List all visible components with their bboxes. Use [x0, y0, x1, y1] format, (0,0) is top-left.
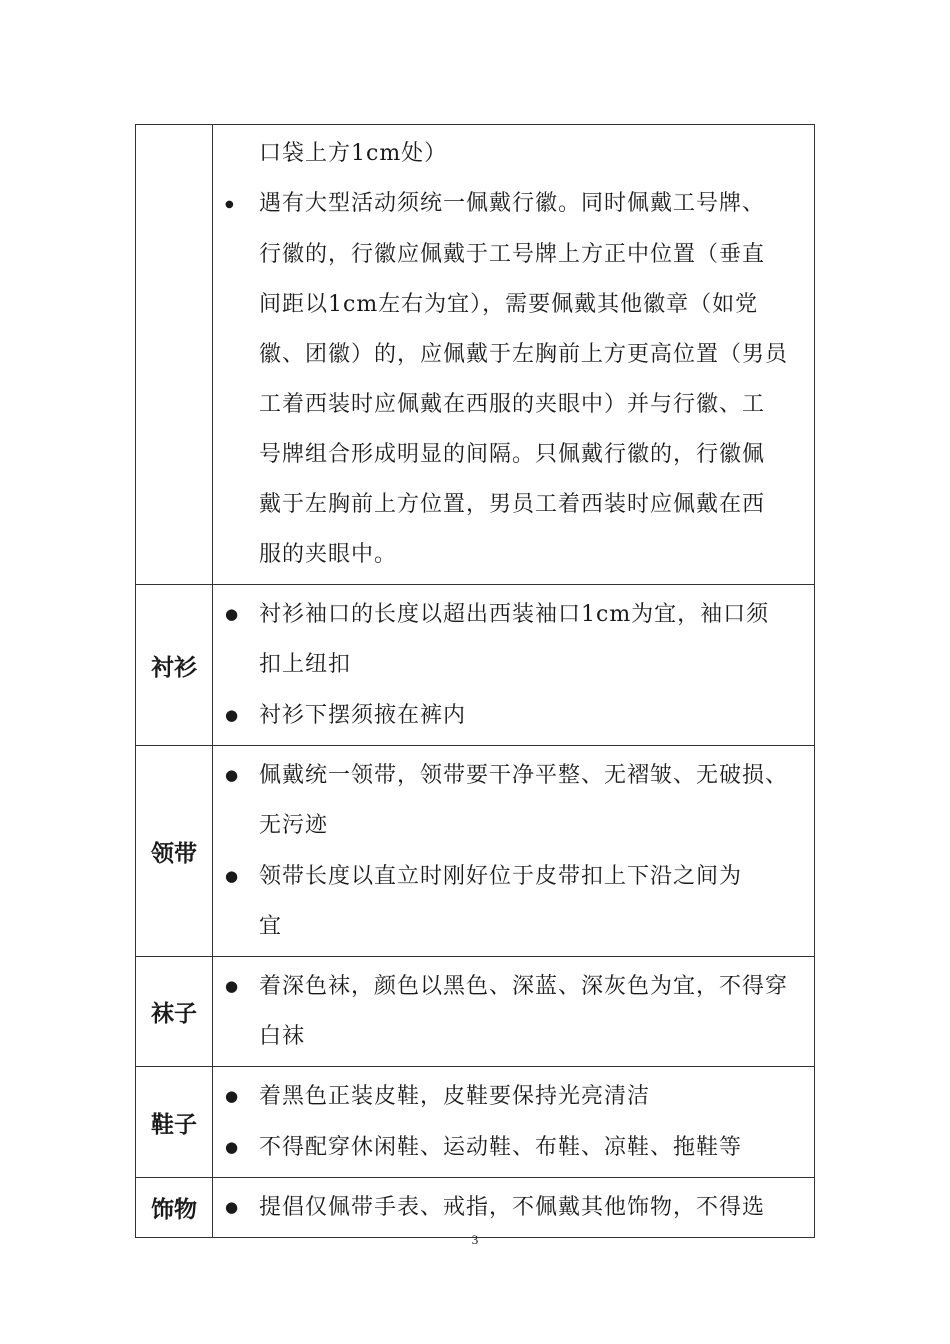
table-row — [136, 1067, 815, 1178]
list-item: 口袋上方1cm处） — [259, 141, 448, 166]
list-item: 无污迹 — [259, 813, 329, 838]
bullet-icon: ● — [225, 605, 240, 623]
table-row — [136, 746, 815, 957]
bullet-icon: ● — [225, 1198, 240, 1216]
list-item: 白袜 — [259, 1024, 306, 1049]
list-item: 服的夹眼中。 — [259, 542, 398, 567]
list-item: 扣上纽扣 — [259, 652, 352, 677]
list-item: 间距以1cm左右为宜），需要佩戴其他徽章（如党 — [259, 292, 759, 317]
table-row — [136, 125, 815, 585]
list-item: ● 衬衫下摆须掖在裤内 — [225, 690, 806, 741]
dress-code-table — [135, 124, 815, 1238]
list-item: 宜 — [259, 914, 283, 939]
bullet-icon: ● — [225, 1087, 240, 1105]
table-row — [136, 957, 815, 1067]
row-content — [213, 1067, 815, 1178]
list-item: ● 着黑色正装皮鞋，皮鞋要保持光亮清洁 — [225, 1071, 806, 1122]
row-label: 鞋子 — [136, 1067, 213, 1178]
bullet-icon: ● — [225, 199, 235, 210]
row-content — [213, 1178, 815, 1238]
row-content — [213, 585, 815, 746]
row-content — [213, 957, 815, 1067]
list-item: ● 衬衫袖口的长度以超出西装袖口1cm为宜，袖口须 — [225, 589, 806, 640]
row-content — [213, 746, 815, 957]
list-item: ● 遇有大型活动须统一佩戴行徽。同时佩戴工号牌、 — [225, 179, 806, 230]
list-item: 行徽的，行徽应佩戴于工号牌上方正中位置（垂直 — [259, 242, 766, 267]
list-item: 工着西装时应佩戴在西服的夹眼中）并与行徽、工 — [259, 392, 766, 417]
row-label: 袜子 — [136, 957, 213, 1067]
list-item: ● 着深色袜，颜色以黑色、深蓝、深灰色为宜，不得穿 — [225, 961, 806, 1012]
list-item: ● 不得配穿休闲鞋、运动鞋、布鞋、凉鞋、拖鞋等 — [225, 1122, 806, 1173]
row-label: 饰物 — [136, 1178, 213, 1238]
table-row — [136, 585, 815, 746]
row-content — [213, 125, 815, 585]
bullet-icon: ● — [225, 977, 240, 995]
row-label — [136, 125, 213, 585]
bullet-icon: ● — [225, 766, 240, 784]
row-label: 领带 — [136, 746, 213, 957]
list-item: ● 领带长度以直立时刚好位于皮带扣上下沿之间为 — [225, 851, 806, 902]
list-item: 徽、团徽）的，应佩戴于左胸前上方更高位置（男员 — [259, 342, 789, 367]
page-number: 3 — [471, 1232, 479, 1247]
bullet-icon: ● — [225, 1138, 240, 1156]
row-label: 衬衫 — [136, 585, 213, 746]
list-item: ● 佩戴统一领带，领带要干净平整、无褶皱、无破损、 — [225, 750, 806, 801]
list-item: ● 提倡仅佩带手表、戒指，不佩戴其他饰物，不得选 — [225, 1182, 806, 1233]
bullet-icon: ● — [225, 867, 240, 885]
list-item: 戴于左胸前上方位置，男员工着西装时应佩戴在西 — [259, 492, 766, 517]
list-item: 号牌组合形成明显的间隔。只佩戴行徽的，行徽佩 — [259, 442, 766, 467]
table-row — [136, 1178, 815, 1238]
bullet-icon: ● — [225, 706, 240, 724]
